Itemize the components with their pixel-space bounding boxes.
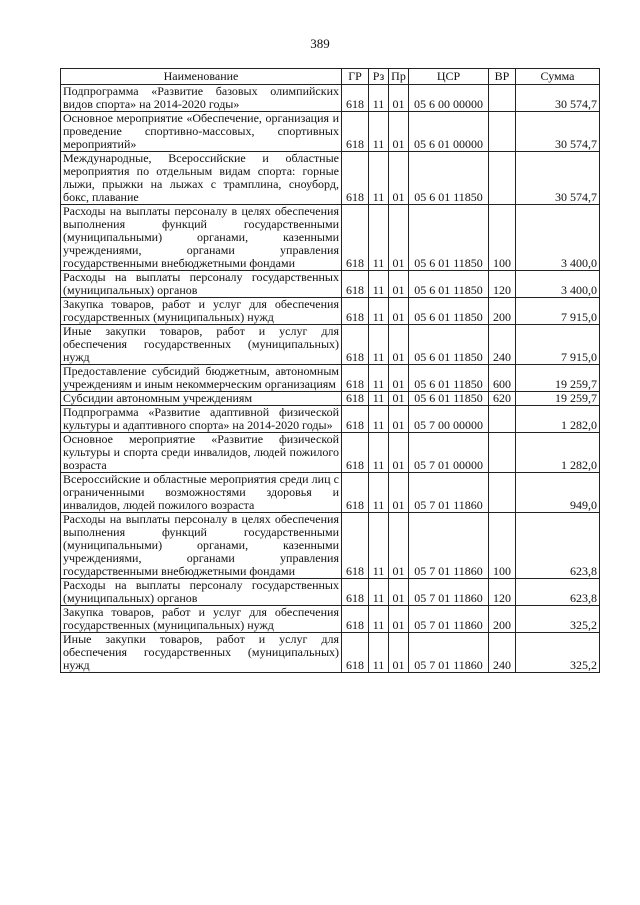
cell-csr: 05 6 01 11850 — [409, 205, 489, 271]
cell-name: Субсидии автономным учреждениям — [61, 392, 342, 406]
cell-csr: 05 6 00 00000 — [409, 85, 489, 112]
cell-pr: 01 — [389, 112, 409, 152]
cell-pr: 01 — [389, 152, 409, 205]
cell-gr: 618 — [342, 298, 369, 325]
cell-csr: 05 7 01 11860 — [409, 633, 489, 673]
table-row — [61, 112, 600, 152]
cell-vr: 120 — [489, 579, 516, 606]
header-pr: Пр — [389, 69, 409, 85]
table-row — [61, 406, 600, 433]
cell-sum: 30 574,7 — [516, 85, 600, 112]
cell-name: Расходы на выплаты персоналу в целях обеспечения выполнения функций государственными (муниципальными) органами, казенными учреждениями, органами управления государственными внебюджетными фондами — [61, 205, 342, 271]
header-vr: ВР — [489, 69, 516, 85]
table-row — [61, 298, 600, 325]
table-row — [61, 271, 600, 298]
cell-csr: 05 6 01 11850 — [409, 365, 489, 392]
cell-sum: 325,2 — [516, 606, 600, 633]
table-row — [61, 85, 600, 112]
header-name: Наименование — [61, 69, 342, 85]
cell-rz: 11 — [369, 365, 389, 392]
cell-csr: 05 6 01 11850 — [409, 325, 489, 365]
cell-gr: 618 — [342, 112, 369, 152]
cell-name: Основное мероприятие «Обеспечение, организация и проведение спортивно-массовых, спортивных мероприятий» — [61, 112, 342, 152]
cell-vr: 100 — [489, 513, 516, 579]
cell-name: Подпрограмма «Развитие базовых олимпийских видов спорта» на 2014-2020 годы» — [61, 85, 342, 112]
table-row — [61, 433, 600, 473]
cell-name: Закупка товаров, работ и услуг для обеспечения государственных (муниципальных) нужд — [61, 298, 342, 325]
cell-rz: 11 — [369, 633, 389, 673]
cell-name: Иные закупки товаров, работ и услуг для обеспечения государственных (муниципальных) нужд — [61, 325, 342, 365]
cell-rz: 11 — [369, 298, 389, 325]
cell-sum: 949,0 — [516, 473, 600, 513]
cell-sum: 30 574,7 — [516, 112, 600, 152]
cell-rz: 11 — [369, 513, 389, 579]
cell-rz: 11 — [369, 205, 389, 271]
cell-gr: 618 — [342, 392, 369, 406]
cell-sum: 3 400,0 — [516, 205, 600, 271]
cell-vr: 240 — [489, 633, 516, 673]
cell-csr: 05 7 01 11860 — [409, 606, 489, 633]
header-rz: Рз — [369, 69, 389, 85]
cell-pr: 01 — [389, 271, 409, 298]
cell-csr: 05 6 01 11850 — [409, 152, 489, 205]
cell-vr: 120 — [489, 271, 516, 298]
cell-name: Расходы на выплаты персоналу государственных (муниципальных) органов — [61, 579, 342, 606]
cell-rz: 11 — [369, 325, 389, 365]
cell-csr: 05 6 01 11850 — [409, 298, 489, 325]
cell-vr — [489, 152, 516, 205]
cell-vr: 100 — [489, 205, 516, 271]
cell-pr: 01 — [389, 606, 409, 633]
cell-csr: 05 6 01 00000 — [409, 112, 489, 152]
header-gr: ГР — [342, 69, 369, 85]
cell-rz: 11 — [369, 606, 389, 633]
cell-pr: 01 — [389, 473, 409, 513]
cell-vr: 600 — [489, 365, 516, 392]
cell-sum: 623,8 — [516, 513, 600, 579]
cell-pr: 01 — [389, 433, 409, 473]
cell-vr: 200 — [489, 298, 516, 325]
cell-vr — [489, 112, 516, 152]
cell-pr: 01 — [389, 406, 409, 433]
table-row — [61, 325, 600, 365]
cell-name: Расходы на выплаты персоналу в целях обеспечения выполнения функций государственными (муниципальными) органами, казенными учреждениями, органами управления государственными внебюджетными фондами — [61, 513, 342, 579]
cell-sum: 3 400,0 — [516, 271, 600, 298]
cell-name: Иные закупки товаров, работ и услуг для обеспечения государственных (муниципальных) нужд — [61, 633, 342, 673]
budget-table — [60, 68, 600, 673]
table-header-row — [61, 69, 600, 85]
cell-csr: 05 6 01 11850 — [409, 271, 489, 298]
cell-gr: 618 — [342, 606, 369, 633]
cell-rz: 11 — [369, 579, 389, 606]
table-row — [61, 513, 600, 579]
cell-sum: 623,8 — [516, 579, 600, 606]
cell-sum: 1 282,0 — [516, 406, 600, 433]
cell-gr: 618 — [342, 579, 369, 606]
table-row — [61, 606, 600, 633]
table-row — [61, 152, 600, 205]
cell-pr: 01 — [389, 205, 409, 271]
cell-name: Предоставление субсидий бюджетным, автономным учреждениям и иным некоммерческим организациям — [61, 365, 342, 392]
cell-csr: 05 7 01 11860 — [409, 579, 489, 606]
cell-rz: 11 — [369, 271, 389, 298]
cell-csr: 05 7 01 00000 — [409, 433, 489, 473]
cell-sum: 19 259,7 — [516, 365, 600, 392]
cell-sum: 325,2 — [516, 633, 600, 673]
cell-vr — [489, 85, 516, 112]
table-row — [61, 633, 600, 673]
cell-gr: 618 — [342, 365, 369, 392]
cell-pr: 01 — [389, 325, 409, 365]
cell-gr: 618 — [342, 513, 369, 579]
cell-rz: 11 — [369, 433, 389, 473]
cell-pr: 01 — [389, 365, 409, 392]
cell-gr: 618 — [342, 406, 369, 433]
cell-name: Всероссийские и областные мероприятия среди лиц с ограниченными возможностями здоровья и инвалидов, людей пожилого возраста — [61, 473, 342, 513]
cell-vr — [489, 406, 516, 433]
cell-vr — [489, 473, 516, 513]
cell-gr: 618 — [342, 271, 369, 298]
cell-csr: 05 7 00 00000 — [409, 406, 489, 433]
page-number: 389 — [310, 36, 330, 51]
cell-pr: 01 — [389, 85, 409, 112]
cell-csr: 05 6 01 11850 — [409, 392, 489, 406]
cell-pr: 01 — [389, 633, 409, 673]
cell-rz: 11 — [369, 473, 389, 513]
cell-sum: 19 259,7 — [516, 392, 600, 406]
cell-name: Подпрограмма «Развитие адаптивной физической культуры и адаптивного спорта» на 2014-2020 годы» — [61, 406, 342, 433]
cell-vr — [489, 433, 516, 473]
cell-name: Международные, Всероссийские и областные мероприятия по отдельным видам спорта: горные лыжи, прыжки на лыжах с трамплина, сноуборд, бокс, плавание — [61, 152, 342, 205]
cell-rz: 11 — [369, 85, 389, 112]
cell-name: Расходы на выплаты персоналу государственных (муниципальных) органов — [61, 271, 342, 298]
cell-gr: 618 — [342, 433, 369, 473]
cell-vr: 240 — [489, 325, 516, 365]
cell-csr: 05 7 01 11860 — [409, 513, 489, 579]
cell-pr: 01 — [389, 579, 409, 606]
cell-sum: 1 282,0 — [516, 433, 600, 473]
table-row — [61, 392, 600, 406]
cell-pr: 01 — [389, 392, 409, 406]
cell-csr: 05 7 01 11860 — [409, 473, 489, 513]
cell-gr: 618 — [342, 152, 369, 205]
cell-pr: 01 — [389, 298, 409, 325]
table-row — [61, 473, 600, 513]
cell-rz: 11 — [369, 152, 389, 205]
cell-sum: 7 915,0 — [516, 298, 600, 325]
cell-sum: 7 915,0 — [516, 325, 600, 365]
table-row — [61, 579, 600, 606]
cell-name: Основное мероприятие «Развитие физической культуры и спорта среди инвалидов, людей пожилого возраста — [61, 433, 342, 473]
cell-gr: 618 — [342, 85, 369, 112]
cell-rz: 11 — [369, 112, 389, 152]
table-row — [61, 365, 600, 392]
cell-vr: 200 — [489, 606, 516, 633]
table-row — [61, 205, 600, 271]
cell-pr: 01 — [389, 513, 409, 579]
header-csr: ЦСР — [409, 69, 489, 85]
cell-gr: 618 — [342, 473, 369, 513]
cell-gr: 618 — [342, 633, 369, 673]
header-sum: Сумма — [516, 69, 600, 85]
cell-rz: 11 — [369, 406, 389, 433]
cell-sum: 30 574,7 — [516, 152, 600, 205]
cell-vr: 620 — [489, 392, 516, 406]
cell-gr: 618 — [342, 205, 369, 271]
cell-rz: 11 — [369, 392, 389, 406]
cell-name: Закупка товаров, работ и услуг для обеспечения государственных (муниципальных) нужд — [61, 606, 342, 633]
cell-gr: 618 — [342, 325, 369, 365]
